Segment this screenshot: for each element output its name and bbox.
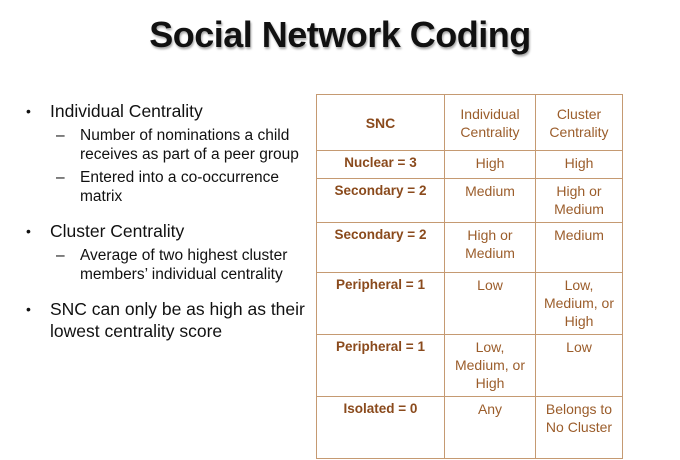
individual-cell: High: [445, 151, 536, 179]
sub-bullet-text: Average of two highest cluster members’ individual centrality: [80, 247, 288, 283]
snc-cell: Peripheral = 1: [317, 335, 445, 397]
cluster-cell: High: [536, 151, 623, 179]
header-individual-centrality: Individual Centrality: [445, 95, 536, 151]
slide-title: Social Network Coding: [149, 14, 531, 55]
table-row: [317, 223, 623, 273]
individual-cell: Low: [445, 273, 536, 335]
table-row: [317, 179, 623, 223]
sub-bullet: [26, 126, 316, 164]
bullet-individual-centrality: [26, 100, 316, 122]
table-row: [317, 335, 623, 397]
bullet-dot-icon: •: [26, 301, 31, 317]
individual-cell: High or Medium: [445, 223, 536, 273]
bullet-dot-icon: •: [26, 103, 31, 119]
table-header-row: [317, 95, 623, 151]
dash-icon: –: [56, 127, 65, 144]
individual-cell: Any: [445, 397, 536, 459]
snc-cell: Isolated = 0: [317, 397, 445, 459]
cluster-cell: High or Medium: [536, 179, 623, 223]
bullet-text: Individual Centrality: [50, 101, 203, 121]
sub-bullet-text: Number of nominations a child receives as part of a peer group: [80, 127, 299, 163]
sub-bullet-text: Entered into a co-occurrence matrix: [80, 169, 280, 205]
dash-icon: –: [56, 169, 65, 186]
snc-cell: Secondary = 2: [317, 223, 445, 273]
table-row: [317, 273, 623, 335]
bullet-text: SNC can only be as high as their lowest centrality score: [50, 299, 305, 341]
header-cluster-centrality: Cluster Centrality: [536, 95, 623, 151]
snc-cell: Peripheral = 1: [317, 273, 445, 335]
bullet-dot-icon: •: [26, 223, 31, 239]
cluster-cell: Medium: [536, 223, 623, 273]
snc-cell: Secondary = 2: [317, 179, 445, 223]
table-row: [317, 397, 623, 459]
sub-bullet: [26, 246, 316, 284]
bullet-cluster-centrality: [26, 220, 316, 242]
header-snc: SNC: [317, 95, 445, 151]
individual-cell: Medium: [445, 179, 536, 223]
cluster-cell: Low: [536, 335, 623, 397]
bullet-list: [26, 100, 316, 346]
cluster-cell: Belongs to No Cluster: [536, 397, 623, 459]
individual-cell: Low, Medium, or High: [445, 335, 536, 397]
snc-table: [316, 94, 623, 459]
cluster-cell: Low, Medium, or High: [536, 273, 623, 335]
bullet-snc-limit: [26, 298, 316, 342]
table-row: [317, 151, 623, 179]
snc-cell: Nuclear = 3: [317, 151, 445, 179]
dash-icon: –: [56, 247, 65, 264]
sub-bullet: [26, 168, 316, 206]
bullet-text: Cluster Centrality: [50, 221, 185, 241]
